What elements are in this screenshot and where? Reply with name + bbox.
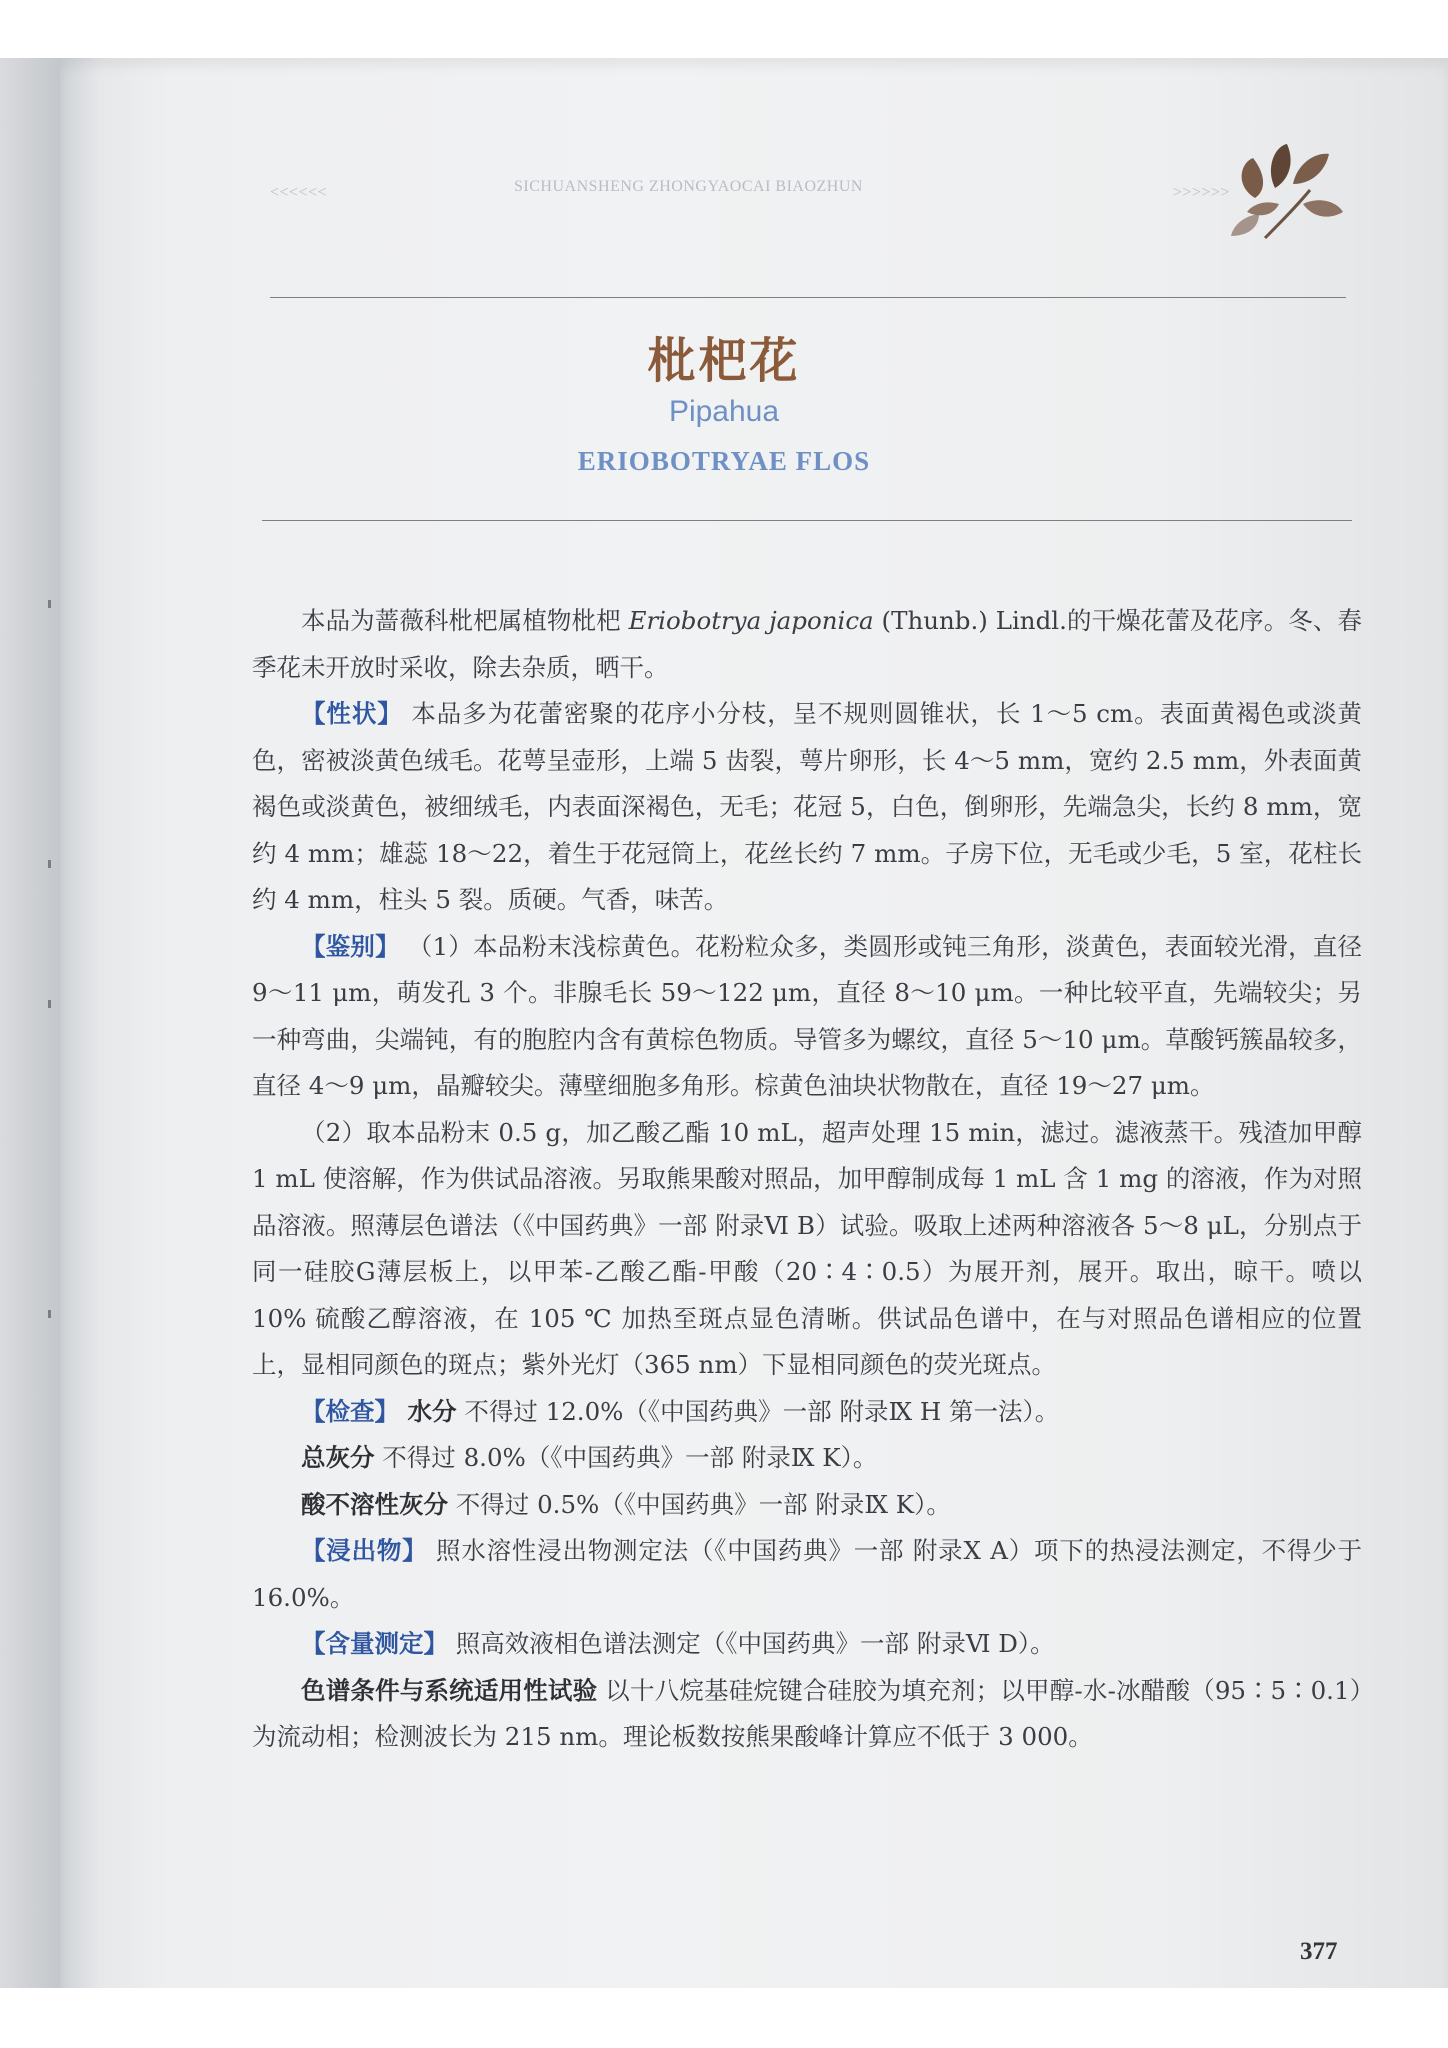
jianbie-section [252, 924, 1362, 1110]
page-title-latin: ERIOBOTRYAE FLOS [577, 446, 871, 476]
shuifen-label: 水分 [399, 1396, 457, 1426]
zonghuifen-text: 不得过 8.0%（《中国药典》一部 附录Ⅸ K）。 [374, 1443, 878, 1472]
running-head-right-arrows: >>>>>> [1172, 184, 1230, 201]
title-rule-bottom [262, 520, 1352, 521]
xingzhuang-heading: 【性状】 [301, 699, 403, 728]
jinchuwu-text: 照水溶性浸出物测定法（《中国药典》一部 附录Ⅹ A）项下的热浸法测定，不得少于 16.0%。 [252, 1536, 1362, 1612]
page-number: 377 [1300, 1938, 1338, 1965]
suanbrong-item [252, 1482, 1362, 1529]
species-name: Eriobotrya japonica [628, 606, 874, 635]
leaf-logo-icon [1225, 138, 1345, 248]
spine-tick [48, 1310, 51, 1318]
spine-tick [48, 1000, 51, 1008]
intro-paragraph [252, 598, 1362, 691]
intro-text-a: 本品为蔷薇科枇杷属植物枇杷 [301, 606, 629, 635]
zonghuifen-label: 总灰分 [301, 1443, 375, 1472]
jinchuwu-heading: 【浸出物】 [301, 1536, 428, 1565]
jianbie-heading: 【鉴别】 [301, 931, 400, 961]
sepu-label: 色谱条件与系统适用性试验 [301, 1675, 598, 1705]
monograph-body [252, 598, 1362, 1761]
title-rule-top [270, 297, 1346, 298]
xingzhuang-section [252, 691, 1362, 924]
jinchuwu-section [252, 1528, 1362, 1621]
spine-tick [48, 860, 51, 868]
zonghuifen-item [252, 1435, 1362, 1482]
hanliang-heading: 【含量测定】 [301, 1629, 448, 1658]
running-head [270, 178, 1230, 208]
suanbrong-label: 酸不溶性灰分 [301, 1489, 448, 1519]
jianbie-item-1: （1）本品粉末浅棕黄色。花粉粒众多，类圆形或钝三角形，淡黄色，表面较光滑，直径 9～11 μm，萌发孔 3 个。非腺毛长 59～122 μm，直径 8～10 μm。一种比较平直，先端较尖；另一种弯曲，尖端钝，有的胞腔内含有黄棕色物质。导管多为螺纹，直径 5～10 μm。草酸钙簇晶较多，直径 4～9 μm，晶瓣较尖。薄壁细胞多角形。棕黄色油块状物散在，直径 19～27 μm。 [252, 931, 1363, 1100]
jiancha-section [252, 1389, 1362, 1436]
intro-text-b: (Thunb.) Lindl.的干燥花蕾及花序。冬、春季花未开放时采收，除去杂质，晒干。 [252, 606, 1362, 682]
sepu-text: 以十八烷基硅烷键合硅胶为填充剂；以甲醇-水-冰醋酸（95∶5∶0.1）为流动相；检测波长为 215 nm。理论板数按熊果酸峰计算应不低于 3 000。 [252, 1675, 1363, 1751]
page-title-pinyin: Pipahua [668, 395, 780, 428]
sepu-item [252, 1668, 1362, 1761]
shuifen-text: 不得过 12.0%（《中国药典》一部 附录Ⅸ H 第一法）。 [456, 1396, 1060, 1426]
suanbrong-text: 不得过 0.5%（《中国药典》一部 附录Ⅸ K）。 [448, 1489, 951, 1519]
running-head-title: SICHUANSHENG ZHONGYAOCAI BIAOZHUN [514, 178, 863, 195]
running-head-left-arrows: <<<<<< [270, 184, 328, 201]
hanliang-text: 照高效液相色谱法测定（《中国药典》一部 附录Ⅵ D）。 [448, 1629, 1055, 1658]
jiancha-heading: 【检查】 [301, 1396, 399, 1426]
jianbie-item-2: （2）取本品粉末 0.5 g，加乙酸乙酯 10 mL，超声处理 15 min，滤过。滤液蒸干。残渣加甲醇 1 mL 使溶解，作为供试品溶液。另取熊果酸对照品，加甲醇制成每 1 mL 含 1 mg 的溶液，作为对照品溶液。照薄层色谱法（《中国药典》一部 附录Ⅵ B）试验。吸取上述两种溶液各 5～8 μL，分别点于同一硅胶G薄层板上，以甲苯-乙酸乙酯-甲酸（20∶4∶0.5）为展开剂，展开。取出，晾干。喷以 10% 硫酸乙醇溶液，在 105 ℃ 加热至斑点显色清晰。供试品色谱中，在与对照品色谱相应的位置上，显相同颜色的斑点；紫外光灯（365 nm）下显相同颜色的荧光斑点。 [252, 1117, 1362, 1379]
page-title-chinese: 枇杷花 [647, 333, 801, 389]
xingzhuang-text: 本品多为花蕾密聚的花序小分枝，呈不规则圆锥状，长 1～5 cm。表面黄褐色或淡黄色，密被淡黄色绒毛。花萼呈壶形，上端 5 齿裂，萼片卵形，长 4～5 mm，宽约 2.5 mm，外表面黄褐色或淡黄色，被细绒毛，内表面深褐色，无毛；花冠 5，白色，倒卵形，先端急尖，长约 8 mm，宽约 4 mm；雄蕊 18～22，着生于花冠筒上，花丝长约 7 mm。子房下位，无毛或少毛，5 室，花柱长约 4 mm，柱头 5 裂。质硬。气香，味苦。 [252, 699, 1362, 914]
hanliang-section [252, 1621, 1362, 1668]
spine-tick [48, 600, 51, 608]
